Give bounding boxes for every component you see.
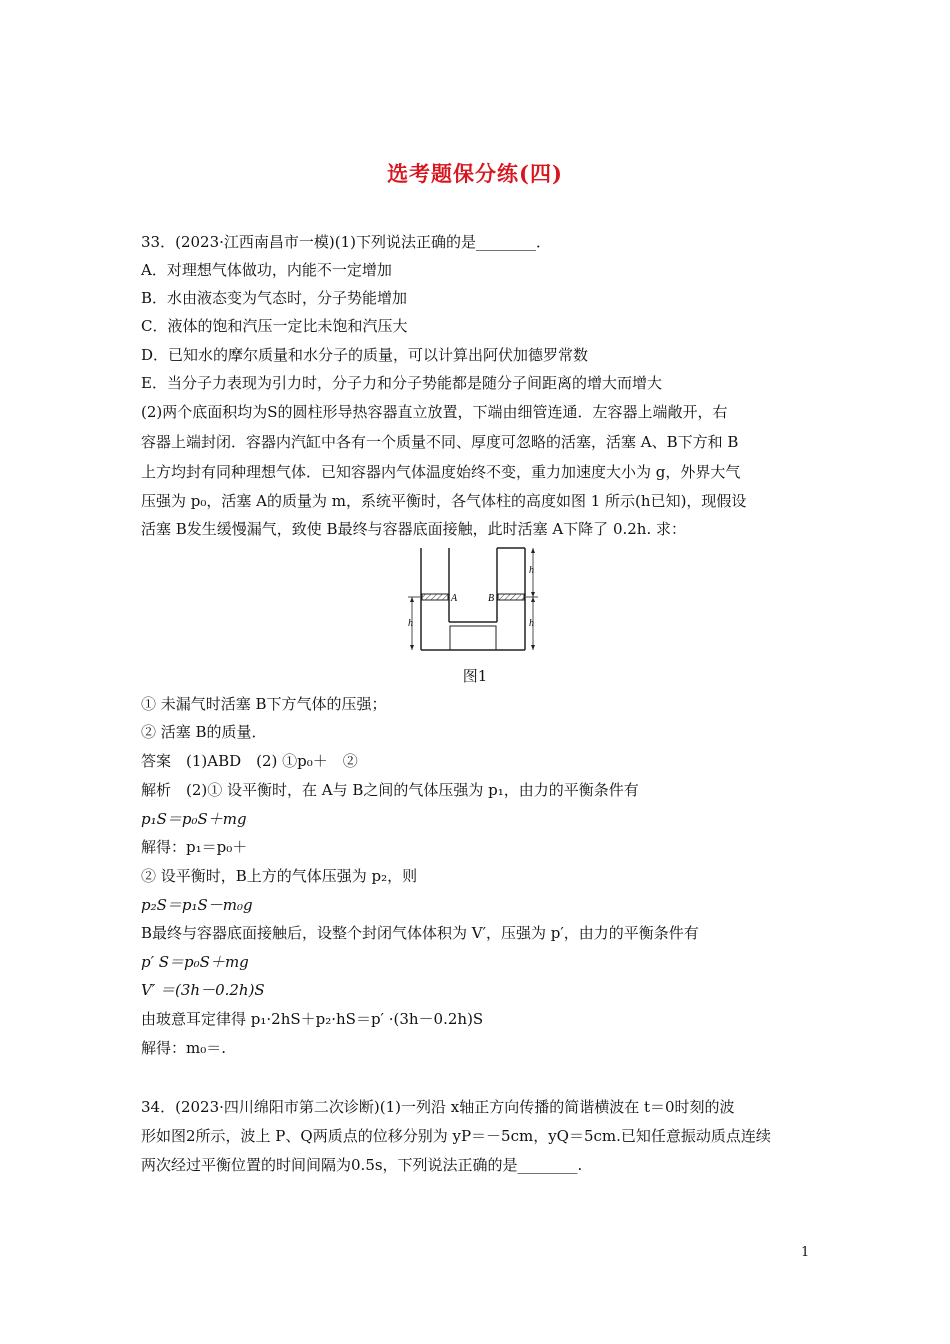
analysis-line: p₂S＝p₁S－m₀g: [141, 896, 253, 914]
q33-part2-line: 上方均封有同种理想气体．已知容器内气体温度始终不变，重力加速度大小为 g，外界大气: [141, 463, 741, 481]
analysis-line: V′ ＝(3h－0.2h)S: [141, 981, 265, 999]
analysis-line: B最终与容器底面接触后，设整个封闭气体体积为 V′，压强为 p′，由力的平衡条件有: [141, 924, 699, 942]
q33-answer: 答案 (1)ABD (2) ①p₀＋ ②: [141, 752, 358, 770]
analysis-line: 解得：m₀＝.: [141, 1039, 227, 1057]
label-h-right-top: h: [529, 565, 534, 576]
label-h-right-bottom: h: [529, 618, 534, 629]
q33-option-a: A．对理想气体做功，内能不一定增加: [141, 261, 392, 279]
q33-part2-line: 压强为 p₀，活塞 A的质量为 m，系统平衡时，各气体柱的高度如图 1 所示(h已知)，现假设: [141, 492, 747, 510]
label-h-left: h: [408, 618, 413, 629]
analysis-line: 由玻意耳定律得 p₁·2hS＋p₂·hS＝p′ ·(3h－0.2h)S: [141, 1010, 484, 1028]
piston-a: [422, 594, 448, 600]
q33-part2-line: 容器上端封闭．容器内汽缸中各有一个质量不同、厚度可忽略的活塞，活塞 A、B下方和 B: [141, 433, 739, 451]
q33-option-b: B．水由液态变为气态时，分子势能增加: [141, 289, 408, 307]
page-number: 1: [801, 1245, 810, 1260]
page-title: 选考题保分练(四): [387, 161, 563, 186]
analysis-line: 解析 (2)① 设平衡时，在 A与 B之间的气体压强为 p₁，由力的平衡条件有: [141, 781, 639, 799]
q33-option-d: D．已知水的摩尔质量和水分子的质量，可以计算出阿伏加德罗常数: [141, 346, 589, 364]
q34-line: 形如图2所示，波上 P、Q两质点的位移分别为 yP＝－5cm，yQ＝5cm.已知任意振动质点连续: [141, 1127, 771, 1145]
analysis-line: ② 设平衡时，B上方的气体压强为 p₂，则: [141, 867, 418, 885]
label-a: A: [451, 593, 458, 604]
q33-part2-line: 活塞 B发生缓慢漏气，致使 B最终与容器底面接触，此时活塞 A下降了 0.2h. 求：: [141, 520, 687, 538]
q34-line: 34．(2023·四川绵阳市第二次诊断)(1)一列沿 x轴正方向传播的简谐横波在 t＝0时刻的波: [141, 1098, 735, 1116]
piston-b: [498, 594, 524, 600]
q34-line: 两次经过平衡位置的时间间隔为0.5s，下列说法正确的是________.: [141, 1156, 583, 1174]
q33-ask-2: ② 活塞 B的质量．: [141, 723, 267, 741]
label-b: B: [488, 593, 495, 604]
q33-ask-1: ① 未漏气时活塞 B下方气体的压强；: [141, 695, 387, 713]
figure-1-caption: 图1: [462, 667, 488, 685]
q33-option-c: C．液体的饱和汽压一定比未饱和汽压大: [141, 317, 408, 335]
q33-stem: 33．(2023·江西南昌市一模)(1)下列说法正确的是________．: [141, 233, 551, 251]
q33-part2-line: (2)两个底面积均为S的圆柱形导热容器直立放置，下端由细管连通．左容器上端敞开，右: [141, 403, 728, 421]
q33-option-e: E．当分子力表现为引力时，分子力和分子势能都是随分子间距离的增大而增大: [141, 374, 662, 392]
analysis-line: p′ S＝p₀S＋mg: [141, 953, 249, 971]
figure-1-diagram: [400, 540, 560, 655]
analysis-line: 解得：p₁＝p₀＋: [141, 838, 248, 856]
analysis-line: p₁S＝p₀S＋mg: [141, 810, 247, 828]
